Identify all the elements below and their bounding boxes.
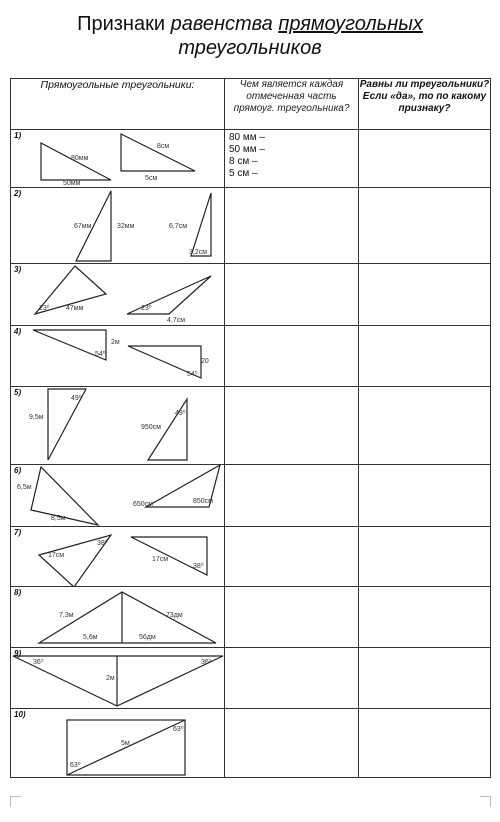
table-row-6 [11, 465, 491, 527]
triangle-1b [121, 134, 195, 171]
table-header-row [11, 79, 491, 130]
row-number: 5) [14, 388, 22, 397]
label-5-6m: 5,6м [83, 634, 98, 641]
triangles-table [10, 78, 491, 778]
row-number: 1) [14, 131, 22, 140]
answer-cell-9[interactable] [359, 648, 491, 709]
page-title [0, 12, 500, 60]
table-row-9 [11, 648, 491, 709]
triangles-figure-4 [11, 326, 225, 386]
label-56dm: 56дм [139, 634, 156, 641]
parts-cell-2[interactable] [225, 188, 359, 264]
label-54deg: 54⁰ [95, 351, 106, 358]
title-part2: равенства [170, 13, 273, 35]
label-850cm: 850см [193, 498, 213, 505]
row-number: 4) [14, 327, 22, 336]
answer-cell-10[interactable] [359, 709, 491, 778]
title-part3: прямоугольных [278, 13, 423, 35]
label-23deg: 23⁰ [39, 305, 50, 312]
row-number: 7) [14, 528, 22, 537]
label-36deg-b: 36⁰ [201, 659, 212, 666]
label-8-5m: 8,5м [51, 515, 66, 522]
label-17cm-b: 17см [152, 556, 169, 563]
label-63deg-b: 63⁰ [70, 762, 81, 769]
triangles-figure-9 [11, 648, 225, 708]
label-63deg: 63⁰ [173, 726, 184, 733]
label-17cm: 17см [48, 552, 65, 559]
note-80mm: 80 мм – [229, 132, 265, 143]
table-row-2 [11, 188, 491, 264]
parts-cell-7[interactable] [225, 527, 359, 587]
parts-cell-6[interactable] [225, 465, 359, 527]
row-number: 9) [14, 649, 22, 658]
note-50mm: 50 мм – [229, 144, 265, 155]
label-2m: 2м [106, 675, 115, 682]
header-col-parts: Чем является каждая отмеченная часть прямоуг. треугольника? [225, 79, 359, 130]
table-row-3 [11, 264, 491, 326]
label-8cm: 8см [157, 143, 170, 150]
row-number: 10) [14, 710, 26, 719]
crop-corner-bottom-right [480, 796, 491, 807]
label-5m: 5м [121, 740, 130, 747]
answer-cell-6[interactable] [359, 465, 491, 527]
parts-cell-1[interactable] [225, 130, 359, 188]
parts-cell-4[interactable] [225, 326, 359, 387]
figure-cell-10 [11, 709, 225, 778]
label-20: 20 [201, 358, 209, 365]
triangles-figure-2 [11, 188, 225, 263]
answer-cell-4[interactable] [359, 326, 491, 387]
parts-cell-9[interactable] [225, 648, 359, 709]
figure-cell-4 [11, 326, 225, 387]
answer-cell-5[interactable] [359, 387, 491, 465]
answer-cell-1[interactable] [359, 130, 491, 188]
table-row-5 [11, 387, 491, 465]
isosceles-triangle-9 [13, 656, 223, 706]
answer-cell-8[interactable] [359, 587, 491, 648]
label-36deg: 36⁰ [33, 659, 44, 666]
row-number: 6) [14, 466, 22, 475]
label-2m: 2м [111, 339, 120, 346]
label-9-5m: 9,5м [29, 414, 44, 421]
label-32mm: 32мм [117, 223, 135, 230]
label-38deg: 38⁰ [97, 540, 108, 547]
header-col-triangles: Прямоугольные треугольники: [11, 79, 225, 130]
triangles-figure-1 [11, 130, 225, 187]
label-38deg-b: 38⁰ [193, 563, 204, 570]
title-part1: Признаки [77, 13, 166, 35]
answer-cell-2[interactable] [359, 188, 491, 264]
label-6-5m: 6,5м [17, 484, 32, 491]
label-4-7cm: 4,7см [167, 317, 186, 324]
parts-cell-3[interactable] [225, 264, 359, 326]
answer-cell-7[interactable] [359, 527, 491, 587]
header-col-equality: Равны ли треугольники? Если «да», то по какому признаку? [359, 79, 491, 130]
parts-cell-8[interactable] [225, 587, 359, 648]
label-3-2cm: 3,2см [189, 249, 208, 256]
triangles-figure-5 [11, 387, 225, 464]
note-5cm: 5 см – [229, 168, 258, 179]
label-54deg-b: 54⁰ [187, 371, 198, 378]
label-80mm: 80мм [71, 155, 89, 162]
figure-cell-6 [11, 465, 225, 527]
triangle-2b [191, 193, 211, 256]
figure-cell-8 [11, 587, 225, 648]
row-number: 8) [14, 588, 22, 597]
triangles-figure-3 [11, 264, 225, 325]
label-67mm: 67мм [74, 223, 92, 230]
figure-cell-5 [11, 387, 225, 465]
row-number: 3) [14, 265, 22, 274]
label-49deg-b: 49⁰ [175, 410, 186, 417]
parts-cell-5[interactable] [225, 387, 359, 465]
figure-cell-2 [11, 188, 225, 264]
figure-cell-9 [11, 648, 225, 709]
label-650cm: 650см [133, 501, 153, 508]
crop-corner-bottom-left [10, 796, 21, 807]
label-73dm: 73дм [166, 612, 183, 619]
label-950cm: 950см [141, 424, 161, 431]
triangles-figure-8 [11, 587, 225, 647]
diagonal-10 [67, 720, 185, 775]
label-23deg-b: 23⁰ [141, 305, 152, 312]
triangles-figure-10 [11, 709, 225, 777]
figure-cell-7 [11, 527, 225, 587]
title-line2: треугольников [178, 37, 322, 59]
label-50mm: 50мм [63, 180, 81, 187]
figure-cell-1 [11, 130, 225, 188]
table-row-7 [11, 527, 491, 587]
label-49deg: 49⁰ [71, 395, 82, 402]
triangles-figure-7 [11, 527, 225, 586]
row-number: 2) [14, 189, 22, 198]
table-row-8 [11, 587, 491, 648]
table-row-1 [11, 130, 491, 188]
triangle-3b [127, 276, 211, 314]
note-8cm: 8 см – [229, 156, 258, 167]
table-row-4 [11, 326, 491, 387]
label-5cm: 5см [145, 175, 158, 182]
table-row-10 [11, 709, 491, 778]
parts-cell-10[interactable] [225, 709, 359, 778]
label-7-3m: 7,3м [59, 612, 74, 619]
label-6-7cm: 6,7см [169, 223, 188, 230]
answer-cell-3[interactable] [359, 264, 491, 326]
label-47mm: 47мм [66, 305, 84, 312]
triangles-figure-6 [11, 465, 225, 526]
figure-cell-3 [11, 264, 225, 326]
